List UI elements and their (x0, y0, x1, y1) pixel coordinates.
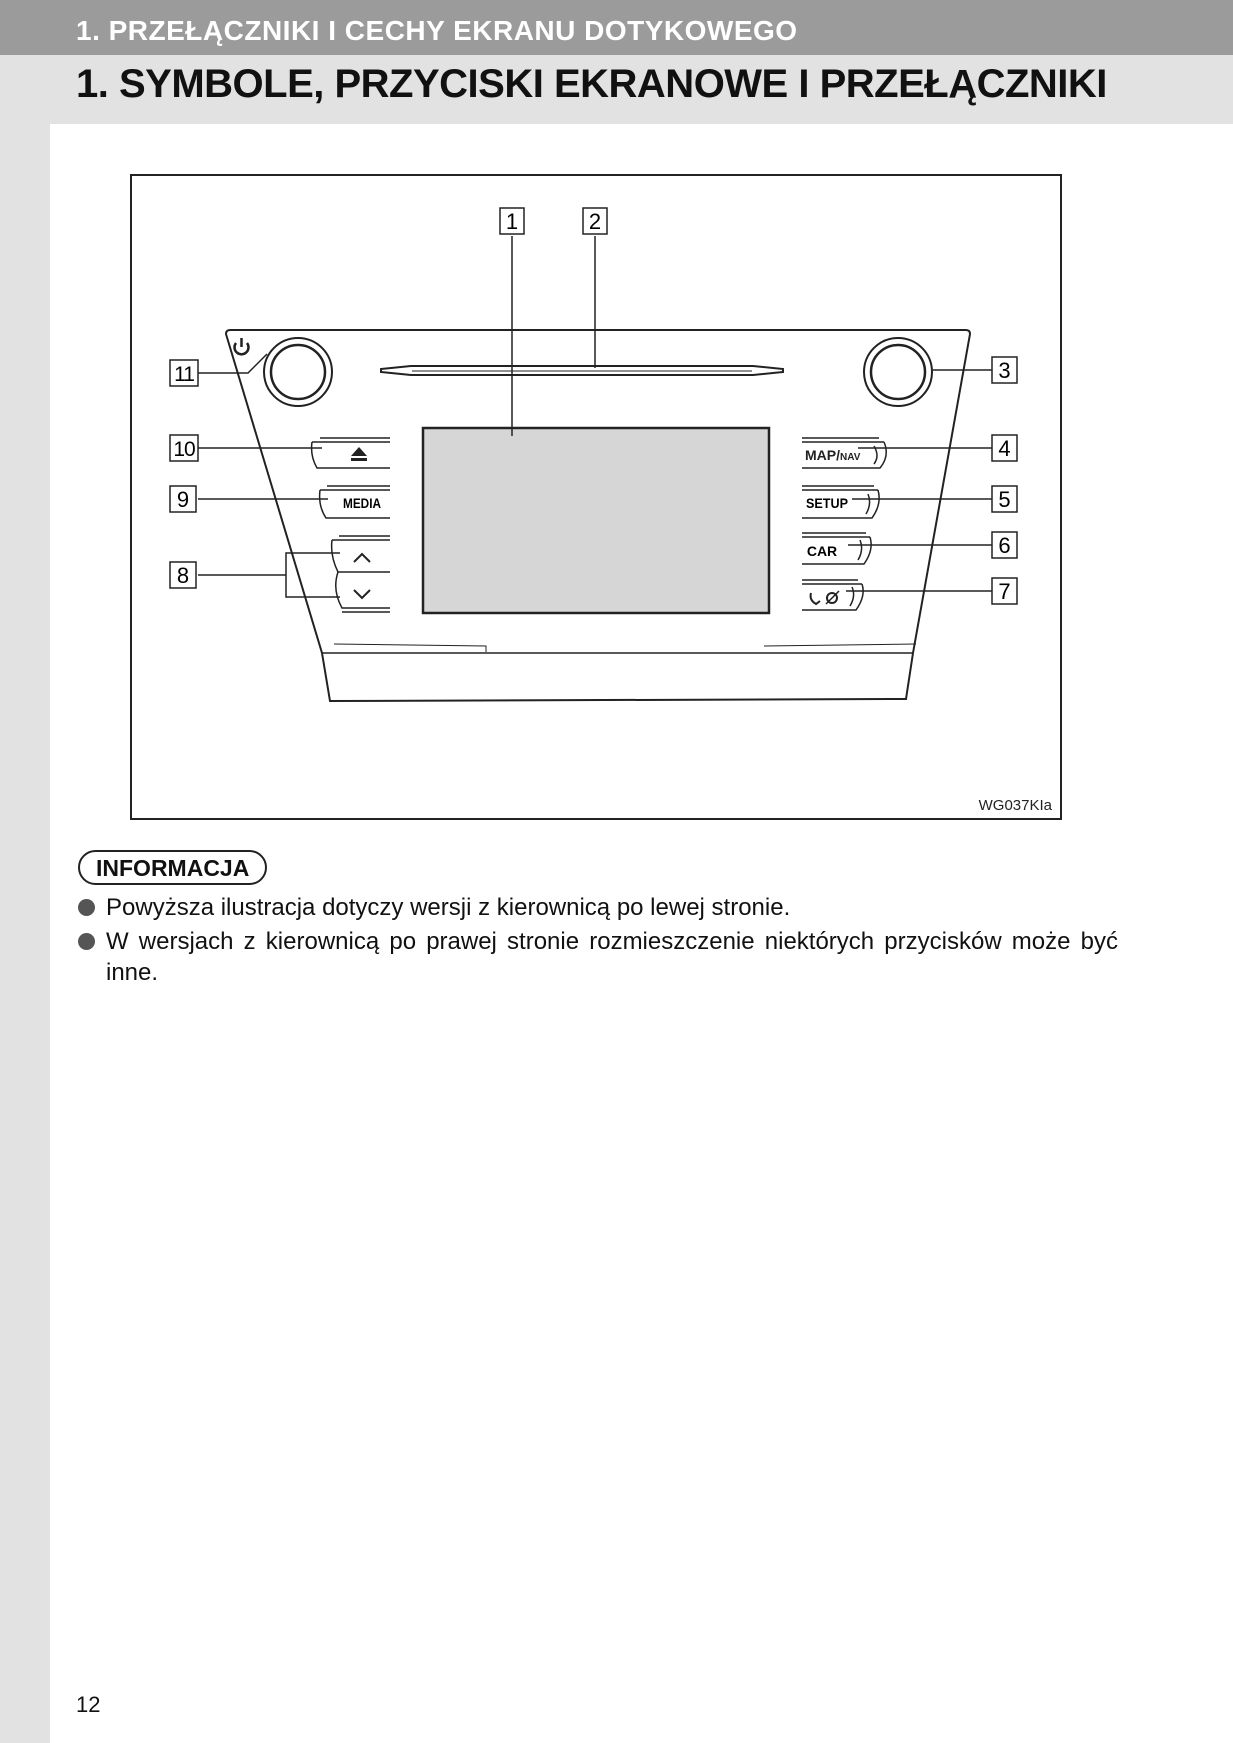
phone-icon (811, 591, 839, 604)
head-unit-figure (130, 174, 1062, 820)
info-item-text: Powyższa ilustracja dotyczy wersji z kierownicą po lewej stronie. (106, 894, 791, 921)
eject-icon (351, 447, 367, 461)
page-title: 1. SYMBOLE, PRZYCISKI EKRANOWE I PRZEŁĄCZNIKI (76, 62, 1107, 106)
callout-11 (170, 360, 198, 386)
svg-text:10: 10 (173, 438, 195, 461)
disc-slot (381, 366, 783, 375)
power-volume-knob[interactable] (264, 338, 332, 406)
callout-7 (992, 578, 1017, 604)
callout-2 (583, 208, 607, 234)
head-unit-illustration (132, 176, 1062, 820)
svg-text:4: 4 (998, 436, 1011, 461)
info-item (78, 892, 1118, 923)
info-badge: INFORMACJA (78, 850, 267, 885)
callout-9 (170, 486, 196, 512)
info-list (78, 892, 1118, 991)
callout-4 (992, 435, 1017, 461)
section-header: 1. PRZEŁĄCZNIKI I CECHY EKRANU DOTYKOWEGO (0, 0, 1233, 55)
svg-text:2: 2 (588, 209, 602, 234)
map-nav-button-label: MAP/NAV (805, 447, 861, 463)
svg-text:8: 8 (176, 563, 190, 588)
setup-button-label: SETUP (806, 495, 848, 511)
media-button-label: MEDIA (343, 495, 381, 511)
seek-buttons[interactable] (332, 536, 390, 612)
figure-code: WG037KIa (978, 797, 1052, 814)
callout-6 (992, 532, 1017, 558)
svg-text:6: 6 (998, 533, 1011, 558)
page-number: 12 (76, 1692, 101, 1717)
svg-text:7: 7 (998, 579, 1011, 604)
bullet-icon (78, 899, 95, 916)
power-icon (235, 338, 249, 354)
info-item (78, 926, 1118, 988)
callout-5 (992, 486, 1017, 512)
svg-text:1: 1 (505, 209, 519, 234)
callout-10 (170, 435, 198, 461)
info-item-text: W wersjach z kierownicą po prawej stronie rozmieszczenie niektórych przycisków może być inne. (106, 928, 1118, 986)
chevron-down-icon[interactable] (354, 590, 370, 598)
callout-8 (170, 562, 196, 588)
tune-scroll-knob[interactable] (864, 338, 932, 406)
car-button-label: CAR (806, 543, 838, 559)
callout-1 (500, 208, 524, 234)
page-margin (0, 0, 50, 1743)
bullet-icon (78, 933, 95, 950)
display-screen[interactable] (423, 428, 769, 613)
svg-text:11: 11 (174, 363, 194, 386)
eject-button[interactable] (312, 438, 390, 468)
chevron-up-icon[interactable] (354, 554, 370, 562)
svg-text:9: 9 (176, 487, 190, 512)
callout-3 (992, 357, 1017, 383)
svg-text:3: 3 (998, 358, 1011, 383)
svg-text:5: 5 (998, 487, 1011, 512)
